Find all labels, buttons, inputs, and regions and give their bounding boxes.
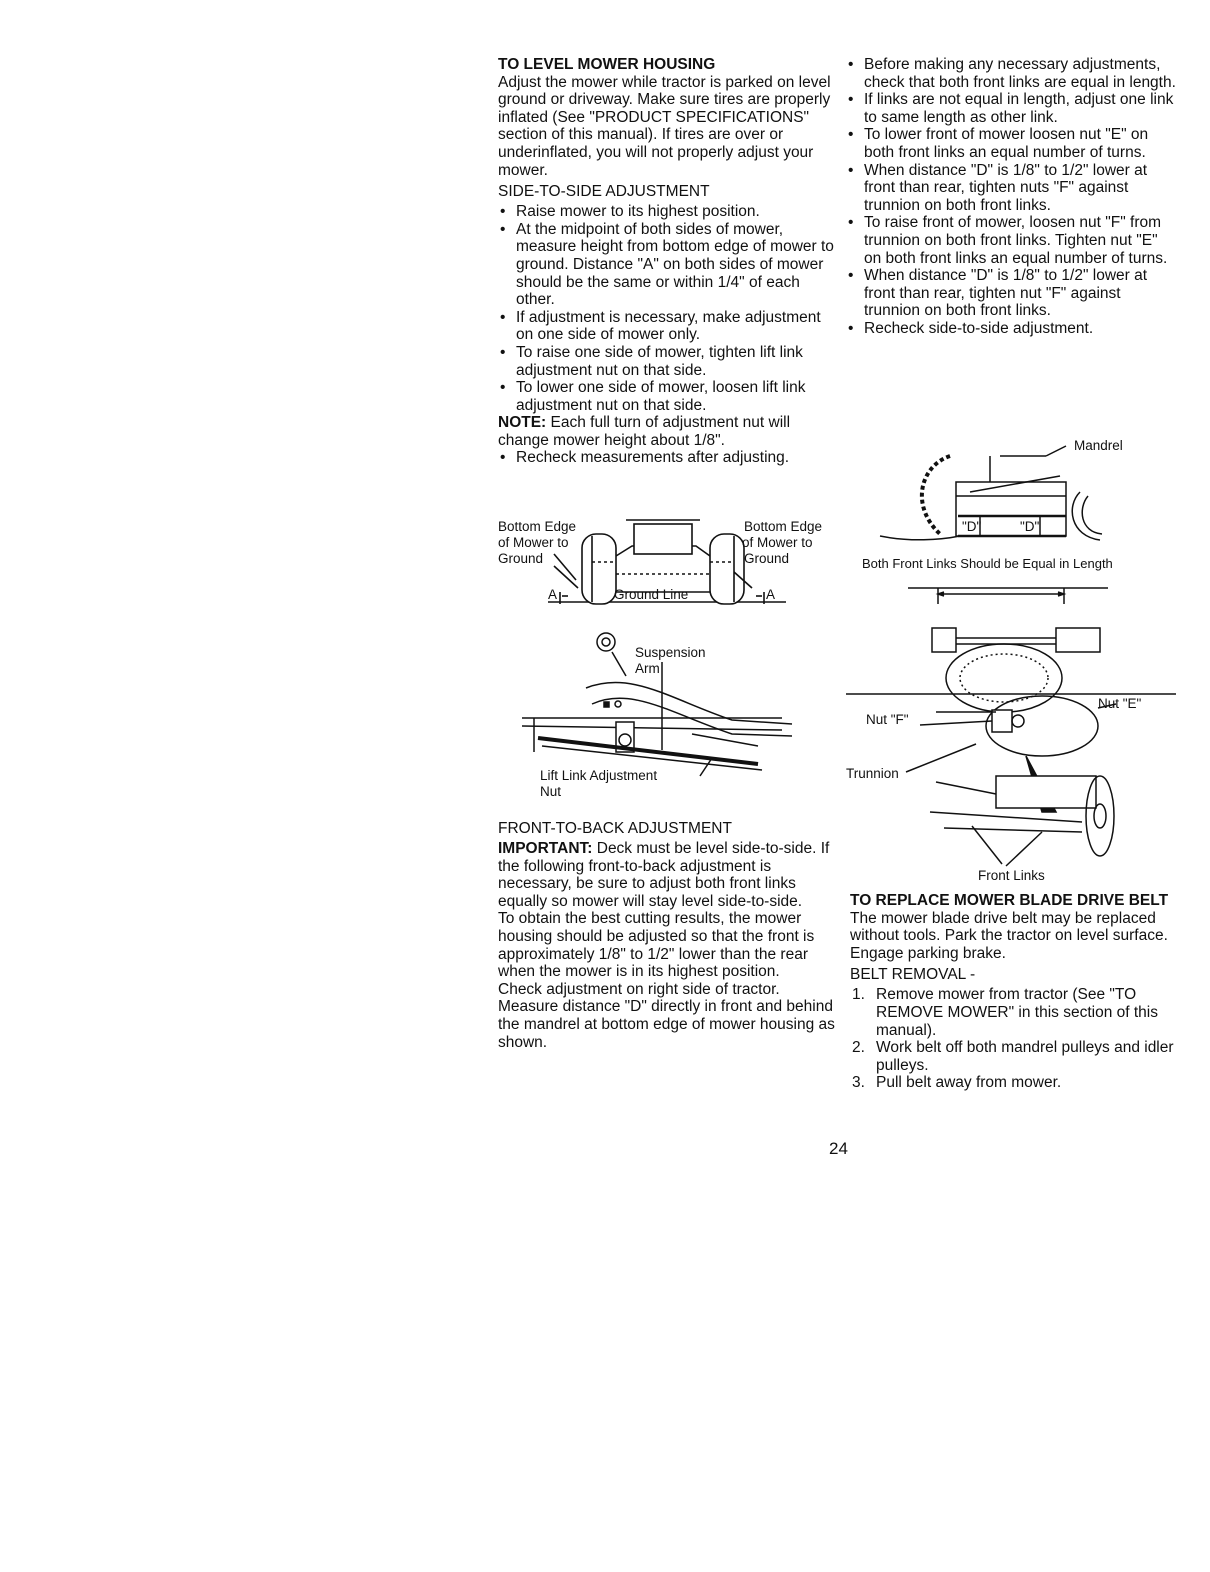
ground-line-label: Ground Line	[614, 587, 689, 602]
list-item	[850, 986, 1180, 1039]
list-item: • When distance "D" is 1/8" to 1/2" lower at front than rear, tighten nuts "F" against trunnion on both front links.	[846, 162, 1178, 215]
important-note	[498, 840, 838, 910]
list-item: • If adjustment is necessary, make adjustment on one side of mower only.	[498, 309, 838, 344]
belt-steps	[850, 986, 1180, 1092]
list-item: • Raise mower to its highest position.	[498, 203, 838, 221]
step-text: Remove mower from tractor (See "TO REMOVE MOWER" in this section of this manual).	[876, 986, 1158, 1039]
level-intro: Adjust the mower while tractor is parked on level ground or driveway. Make sure tires are properly inflated (See "PRODUCT SPECIFICATIONS" section of this manual). If tires are over or underinflated, you will not properly adjust your mower.	[498, 73, 831, 179]
note	[498, 414, 838, 449]
step-number: 1.	[852, 986, 865, 1004]
bottom-edge-right-1: Bottom Edge	[744, 519, 823, 534]
belt-removal-heading: BELT REMOVAL -	[850, 966, 976, 984]
front-links-figure	[846, 580, 1176, 886]
list-item: • If links are not equal in length, adjust one link to same length as other link.	[846, 91, 1178, 126]
important-text: Deck must be level side-to-side. If the following front-to-back adjustment is necessary, be sure to adjust both front links equally so mower will stay level side-to-side.	[498, 840, 830, 910]
recheck-list	[498, 449, 838, 467]
bottom-edge-left-2: of Mower to	[498, 535, 569, 550]
side-to-side-list	[498, 203, 838, 414]
distance-d-front: "D"	[962, 519, 982, 534]
bottom-edge-right-2: of Mower to	[742, 535, 813, 550]
belt-heading: TO REPLACE MOWER BLADE DRIVE BELT	[850, 892, 1169, 909]
bottom-edge-left-1: Bottom Edge	[498, 519, 577, 534]
level-heading: TO LEVEL MOWER HOUSING	[498, 56, 716, 73]
step-text: Pull belt away from mower.	[876, 1074, 1062, 1092]
front-to-back-para-2: Check adjustment on right side of tractor. Measure distance "D" directly in front and behind the mandrel at bottom edge of mower housing as shown.	[498, 980, 835, 1051]
page-number: 24	[829, 1139, 848, 1158]
side-to-side-figure	[496, 516, 841, 608]
belt-section	[850, 892, 1180, 1092]
list-item: • At the midpoint of both sides of mower, measure height from bottom edge of mower to ground. Distance "A" on both sides of mower should be the same or within 1/4" of each other.	[498, 221, 838, 309]
important-label: IMPORTANT:	[498, 840, 593, 857]
side-to-side-heading: SIDE-TO-SIDE ADJUSTMENT	[498, 183, 710, 201]
list-item: • Recheck side-to-side adjustment.	[846, 320, 1178, 338]
list-item: • When distance "D" is 1/8" to 1/2" lower at front than rear, tighten nut "F" against trunnion on both front links.	[846, 267, 1178, 320]
list-item: • To raise front of mower, loosen nut "F" from trunnion on both front links. Tighten nut "E" on both front links an equal number of turns.	[846, 214, 1178, 267]
front-to-back-heading: FRONT-TO-BACK ADJUSTMENT	[498, 820, 732, 837]
note-text: Each full turn of adjustment nut will change mower height about 1/8".	[498, 414, 791, 449]
list-item: • To lower front of mower loosen nut "E" on both front links an equal number of turns.	[846, 126, 1178, 161]
front-links-label: Front Links	[978, 868, 1045, 883]
distance-a-left: A	[548, 587, 558, 602]
mandrel-caption: Both Front Links Should be Equal in Length	[862, 556, 1113, 571]
front-to-back-section	[498, 820, 838, 1051]
list-item	[850, 1074, 1180, 1092]
step-number: 2.	[852, 1039, 865, 1057]
bottom-edge-left-3: Ground	[498, 551, 544, 566]
nut-f-label: Nut "F"	[866, 712, 909, 727]
mandrel-diagram	[870, 436, 1170, 552]
list-item: • To lower one side of mower, loosen lift link adjustment nut on that side.	[498, 379, 838, 414]
front-links-list	[846, 56, 1178, 338]
list-item: • Before making any necessary adjustments, check that both front links are equal in length.	[846, 56, 1178, 91]
list-item	[850, 1039, 1180, 1074]
nut-e-label: Nut "E"	[1098, 696, 1142, 711]
right-column	[846, 56, 1178, 338]
list-item: • To raise one side of mower, tighten lift link adjustment nut on that side.	[498, 344, 838, 379]
note-label: NOTE:	[498, 414, 547, 432]
step-text: Work belt off both mandrel pulleys and idler pulleys.	[876, 1039, 1174, 1074]
distance-d-rear: "D"	[1020, 519, 1040, 534]
step-number: 3.	[852, 1074, 865, 1092]
mandrel-label: Mandrel	[1074, 438, 1123, 453]
bottom-edge-right-3: Ground	[744, 551, 790, 566]
suspension-arm-label-1: Suspension	[635, 645, 706, 660]
front-to-back-para-1: To obtain the best cutting results, the mower housing should be adjusted so that the front is approximately 1/8" to 1/2" lower than the rear when the mower is in its highest position.	[498, 910, 815, 981]
trunnion-label: Trunnion	[846, 766, 899, 781]
suspension-arm-label-2: Arm	[635, 661, 660, 676]
distance-a-right: A	[766, 587, 776, 602]
left-column	[498, 56, 838, 467]
belt-intro: The mower blade drive belt may be replaced without tools. Park the tractor on level surface. Engage parking brake.	[850, 909, 1168, 962]
suspension-arm-figure	[512, 630, 842, 806]
mandrel-figure	[870, 436, 1170, 552]
list-item: • Recheck measurements after adjusting.	[498, 449, 838, 467]
lift-link-label-1: Lift Link Adjustment	[540, 768, 658, 783]
lift-link-label-2: Nut	[540, 784, 562, 799]
front-links-diagram	[846, 580, 1176, 886]
